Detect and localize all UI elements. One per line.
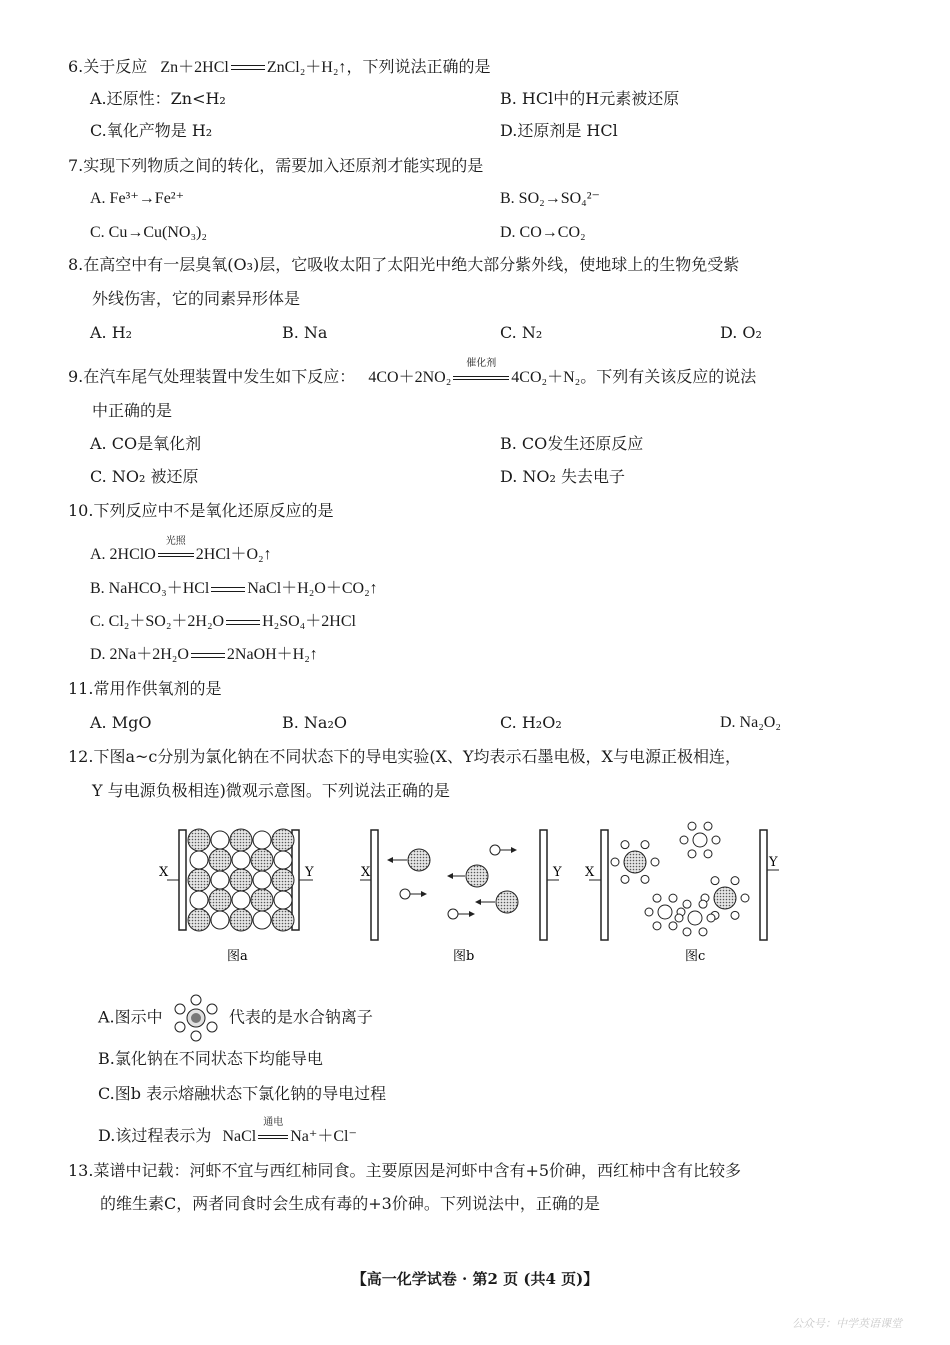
svg-text:X: X — [585, 865, 595, 880]
chloride-ion — [188, 869, 210, 891]
q9-option-b: B. CO发生还原反应 — [500, 434, 644, 453]
water-molecule — [680, 836, 688, 844]
sodium-ion — [190, 851, 208, 869]
sodium-ion — [253, 911, 271, 929]
q7-option-d: D. CO→CO₂ — [500, 224, 586, 241]
hydrated-na-core — [658, 905, 672, 919]
sodium-ion — [253, 871, 271, 889]
chloride-ion — [272, 869, 294, 891]
q6-option-c: C.氧化产物是 H₂ — [90, 121, 213, 140]
chloride-ion — [251, 849, 273, 871]
water-molecule — [621, 841, 629, 849]
water-molecule — [683, 928, 691, 936]
q10-option-c: C. Cl₂＋SO₂＋2H₂O H₂SO₄＋2HCl — [90, 613, 356, 630]
hydrated-na-core — [688, 911, 702, 925]
fig-c-panel — [585, 822, 779, 964]
water-molecule — [704, 822, 712, 830]
q11-option-a: A. MgO — [90, 713, 152, 732]
q8-option-d: D. O₂ — [720, 323, 762, 342]
q8-option-b: B. Na — [282, 323, 328, 342]
q6-option-d: D.还原剂是 HCl — [500, 121, 618, 140]
q7-stem: 7.实现下列物质之间的转化，需要加入还原剂才能实现的是 — [68, 156, 484, 175]
water-molecule — [699, 928, 707, 936]
q10-stem: 10.下列反应中不是氧化还原反应的是 — [68, 501, 334, 520]
hydrated-ion-icon — [170, 992, 222, 1044]
svg-text:Y: Y — [305, 865, 314, 880]
water-molecule — [651, 858, 659, 866]
svg-text:X: X — [159, 865, 169, 880]
water-molecule — [669, 894, 677, 902]
q9-option-d: D. NO₂ 失去电子 — [500, 467, 626, 486]
sodium-ion — [253, 831, 271, 849]
water-molecule — [675, 914, 683, 922]
q8-option-c: C. N₂ — [500, 323, 543, 342]
water-molecule — [653, 894, 661, 902]
water-molecule — [704, 850, 712, 858]
fig-a-label: 图a — [227, 949, 248, 964]
q6-option-a: A.还原性：Zn<H₂ — [90, 89, 226, 108]
sodium-ion — [274, 851, 292, 869]
q9-stem-cont: 中正确的是 — [92, 401, 173, 420]
svg-text:Y: Y — [553, 865, 562, 880]
water-molecule — [731, 911, 739, 919]
q8-option-a: A. H₂ — [90, 323, 133, 342]
fig-c-label: 图c — [685, 949, 706, 964]
sodium-ion — [211, 911, 229, 929]
sodium-ion — [232, 891, 250, 909]
chloride-ion — [209, 849, 231, 871]
water-molecule — [712, 836, 720, 844]
q9-option-c: C. NO₂ 被还原 — [90, 467, 199, 486]
q12-figure — [155, 820, 785, 970]
chloride-ion — [230, 909, 252, 931]
water-molecule — [711, 877, 719, 885]
q8-stem: 8.在高空中有一层臭氧(O₃)层，它吸收太阳了太阳光中绝大部分紫外线，使地球上的生物免受紫 — [68, 255, 740, 274]
q6-eq-left: Zn＋2HCl — [160, 59, 229, 76]
chloride-ion — [272, 909, 294, 931]
q11-option-d: D. Na₂O₂ — [720, 714, 781, 731]
q13-stem-cont: 的维生素C，两者同食时会生成有毒的+3价砷。下列说法中，正确的是 — [100, 1194, 600, 1213]
chloride-ion — [230, 869, 252, 891]
q9-eq-right: 4CO₂＋N₂ — [511, 369, 581, 386]
q12-option-d: D.该过程表示为 NaCl 通电 Na⁺＋Cl⁻ — [98, 1117, 357, 1145]
fig-b-ions — [387, 845, 518, 919]
q13-stem: 13.菜谱中记载：河虾不宜与西红柿同食。主要原因是河虾中含有+5价砷，西红柿中含有比较多 — [68, 1161, 742, 1180]
q10-option-a: A. 2HClO 光照 2HCl＋O₂↑ — [90, 536, 272, 563]
chloride-ion — [188, 909, 210, 931]
q7-option-c: C. Cu→Cu(NO₃)₂ — [90, 224, 207, 241]
fig-a-electrode-x — [179, 830, 186, 930]
q10-option-b: B. NaHCO₃＋HCl NaCl＋H₂O＋CO₂↑ — [90, 580, 378, 597]
hydrated-cl-core — [624, 851, 646, 873]
q6-eq-right: ZnCl₂＋H₂↑ — [266, 59, 347, 76]
q11-option-c: C. H₂O₂ — [500, 713, 562, 732]
q9-option-a: A. CO是氧化剂 — [90, 434, 202, 453]
q12-option-b: B.氯化钠在不同状态下均能导电 — [98, 1049, 323, 1068]
water-molecule — [688, 822, 696, 830]
q9-eq-left: 4CO＋2NO₂ — [368, 369, 452, 386]
hydrated-cl-core — [714, 887, 736, 909]
q9-eq-sign: 催化剂 — [451, 366, 511, 388]
sodium-ion — [232, 851, 250, 869]
sodium-ion — [274, 891, 292, 909]
water-molecule — [741, 894, 749, 902]
fig-b-label: 图b — [453, 949, 475, 964]
water-molecule — [669, 922, 677, 930]
q12-option-a: A.图示中 代表的是水合钠离子 — [98, 992, 373, 1044]
water-molecule — [699, 900, 707, 908]
chloride-ion — [188, 829, 210, 851]
sodium-ion — [211, 831, 229, 849]
water-molecule — [645, 908, 653, 916]
q7-option-a: A. Fe³⁺→Fe²⁺ — [90, 190, 185, 207]
q6-stem: 6.关于反应 Zn＋2HCl ZnCl₂＋H₂↑，下列说法正确的是 — [68, 57, 491, 76]
watermark: 公众号：中学英语课堂 — [792, 1317, 902, 1330]
water-molecule — [611, 858, 619, 866]
water-molecule — [653, 922, 661, 930]
water-molecule — [621, 875, 629, 883]
chloride-ion — [209, 889, 231, 911]
q7-option-b: B. SO₂→SO₄²⁻ — [500, 190, 600, 207]
sodium-ion — [190, 891, 208, 909]
q9-stem: 9.在汽车尾气处理装置中发生如下反应： 4CO＋2NO₂ 催化剂 4CO₂＋N₂。下列有关该反应的说法 — [68, 358, 757, 386]
page-footer: 【高一化学试卷 · 第2 页 (共4 页)】 — [351, 1270, 599, 1288]
q12-option-c: C.图b 表示熔融状态下氯化钠的导电过程 — [98, 1084, 387, 1103]
svg-text:X: X — [361, 865, 371, 880]
q8-stem-cont: 外线伤害，它的同素异形体是 — [92, 289, 301, 308]
hydrated-na-core — [693, 833, 707, 847]
q6-option-b: B. HCl中的H元素被还原 — [500, 89, 680, 108]
q10-option-d: D. 2Na＋2H₂O 2NaOH＋H₂↑ — [90, 646, 318, 663]
q12-stem: 12.下图a~c分别为氯化钠在不同状态下的导电实验(X、Y均表示石墨电极，X与电源正极相连， — [68, 747, 741, 766]
water-molecule — [641, 841, 649, 849]
q11-option-b: B. Na₂O — [282, 713, 347, 732]
chloride-ion — [230, 829, 252, 851]
water-molecule — [641, 875, 649, 883]
water-molecule — [688, 850, 696, 858]
chloride-ion — [272, 829, 294, 851]
fig-b-panel — [360, 830, 562, 964]
water-molecule — [707, 914, 715, 922]
chloride-ion — [251, 889, 273, 911]
q6-eq-sign — [231, 65, 265, 70]
svg-text:Y: Y — [769, 855, 778, 870]
water-molecule — [731, 877, 739, 885]
fig-a-panel — [159, 829, 314, 964]
q12-stem-cont: Y 与电源负极相连)微观示意图。下列说法正确的是 — [92, 781, 450, 800]
water-molecule — [683, 900, 691, 908]
sodium-ion — [211, 871, 229, 889]
q11-stem: 11.常用作供氧剂的是 — [68, 679, 222, 698]
